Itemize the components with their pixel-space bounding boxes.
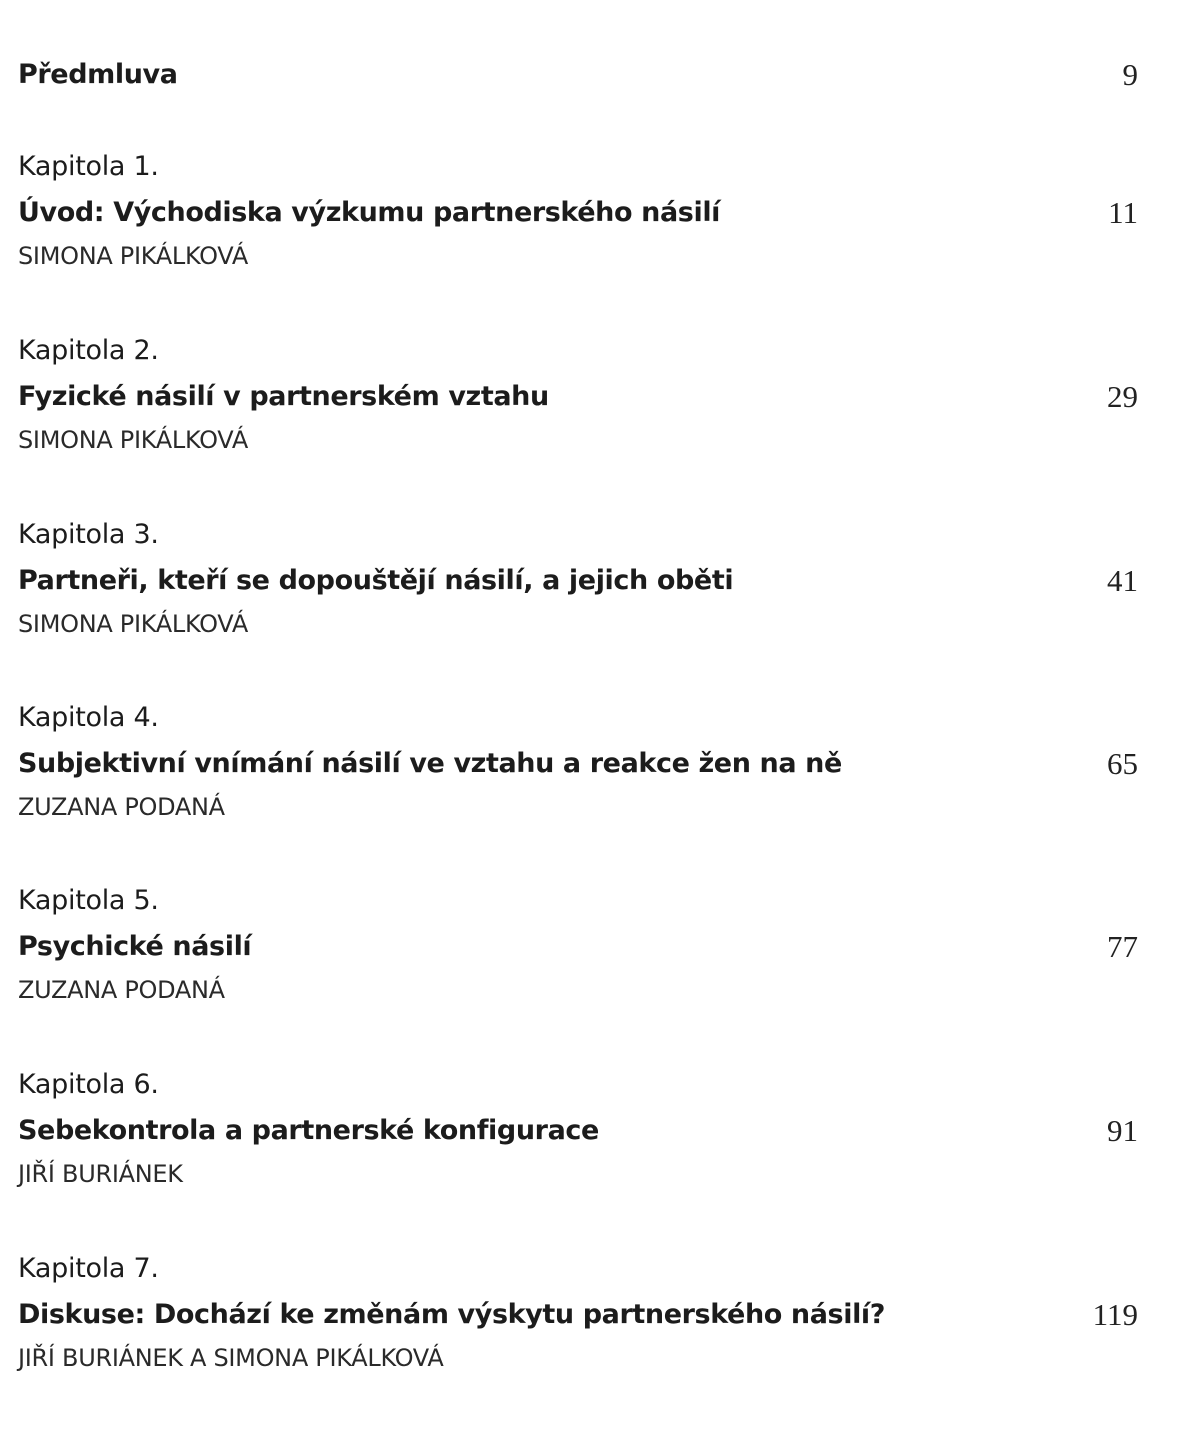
entry-title: Diskuse: Dochází ke změnám výskytu partnerského násilí? bbox=[18, 1299, 886, 1330]
chapter-label: Kapitola 5. bbox=[18, 885, 159, 916]
entry-title: Partneři, kteří se dopouštějí násilí, a jejich oběti bbox=[18, 565, 734, 596]
entry-author: JIŘÍ BURIÁNEK bbox=[18, 1160, 183, 1188]
chapter-label: Kapitola 1. bbox=[18, 151, 159, 182]
entry-page-number: 9 bbox=[1122, 57, 1138, 92]
entry-title-line bbox=[18, 1292, 1138, 1338]
entry-title: Fyzické násilí v partnerském vztahu bbox=[18, 381, 549, 412]
entry-author: ZUZANA PODANÁ bbox=[18, 793, 225, 821]
entry-title-line bbox=[18, 190, 1138, 236]
entry-page-number: 29 bbox=[1107, 379, 1138, 414]
chapter-label: Kapitola 3. bbox=[18, 519, 159, 550]
entry-title: Úvod: Východiska výzkumu partnerského násilí bbox=[18, 197, 721, 228]
chapter-label: Kapitola 6. bbox=[18, 1069, 159, 1100]
entry-title-line bbox=[18, 741, 1138, 787]
entry-page-number: 41 bbox=[1107, 563, 1138, 598]
entry-page-number: 77 bbox=[1107, 929, 1138, 964]
toc-entry-chapter-5 bbox=[18, 878, 1138, 1010]
entry-author: JIŘÍ BURIÁNEK A SIMONA PIKÁLKOVÁ bbox=[18, 1344, 444, 1372]
entry-author: ZUZANA PODANÁ bbox=[18, 976, 225, 1004]
entry-title: Psychické násilí bbox=[18, 931, 252, 962]
entry-title-line bbox=[18, 52, 1138, 98]
toc-entry-chapter-6 bbox=[18, 1062, 1138, 1194]
entry-page-number: 91 bbox=[1107, 1113, 1138, 1148]
toc-entry-preface bbox=[18, 52, 1138, 98]
entry-page-number: 119 bbox=[1092, 1297, 1138, 1332]
entry-title-line bbox=[18, 924, 1138, 970]
chapter-label: Kapitola 4. bbox=[18, 702, 159, 733]
toc-entry-chapter-7 bbox=[18, 1246, 1138, 1378]
toc-entry-chapter-1 bbox=[18, 144, 1138, 276]
entry-title: Subjektivní vnímání násilí ve vztahu a reakce žen na ně bbox=[18, 748, 842, 779]
chapter-label: Kapitola 7. bbox=[18, 1253, 159, 1284]
entry-title: Předmluva bbox=[18, 59, 178, 90]
entry-author: SIMONA PIKÁLKOVÁ bbox=[18, 426, 248, 454]
entry-author: SIMONA PIKÁLKOVÁ bbox=[18, 242, 248, 270]
toc-entry-chapter-4 bbox=[18, 695, 1138, 827]
chapter-label: Kapitola 2. bbox=[18, 335, 159, 366]
toc-entry-chapter-2 bbox=[18, 328, 1138, 460]
entry-title: Sebekontrola a partnerské konfigurace bbox=[18, 1115, 599, 1146]
entry-page-number: 65 bbox=[1107, 746, 1138, 781]
entry-title-line bbox=[18, 374, 1138, 420]
entry-author: SIMONA PIKÁLKOVÁ bbox=[18, 610, 248, 638]
entry-title-line bbox=[18, 1108, 1138, 1154]
entry-title-line bbox=[18, 558, 1138, 604]
entry-page-number: 11 bbox=[1108, 195, 1138, 230]
toc-entry-chapter-3 bbox=[18, 512, 1138, 644]
